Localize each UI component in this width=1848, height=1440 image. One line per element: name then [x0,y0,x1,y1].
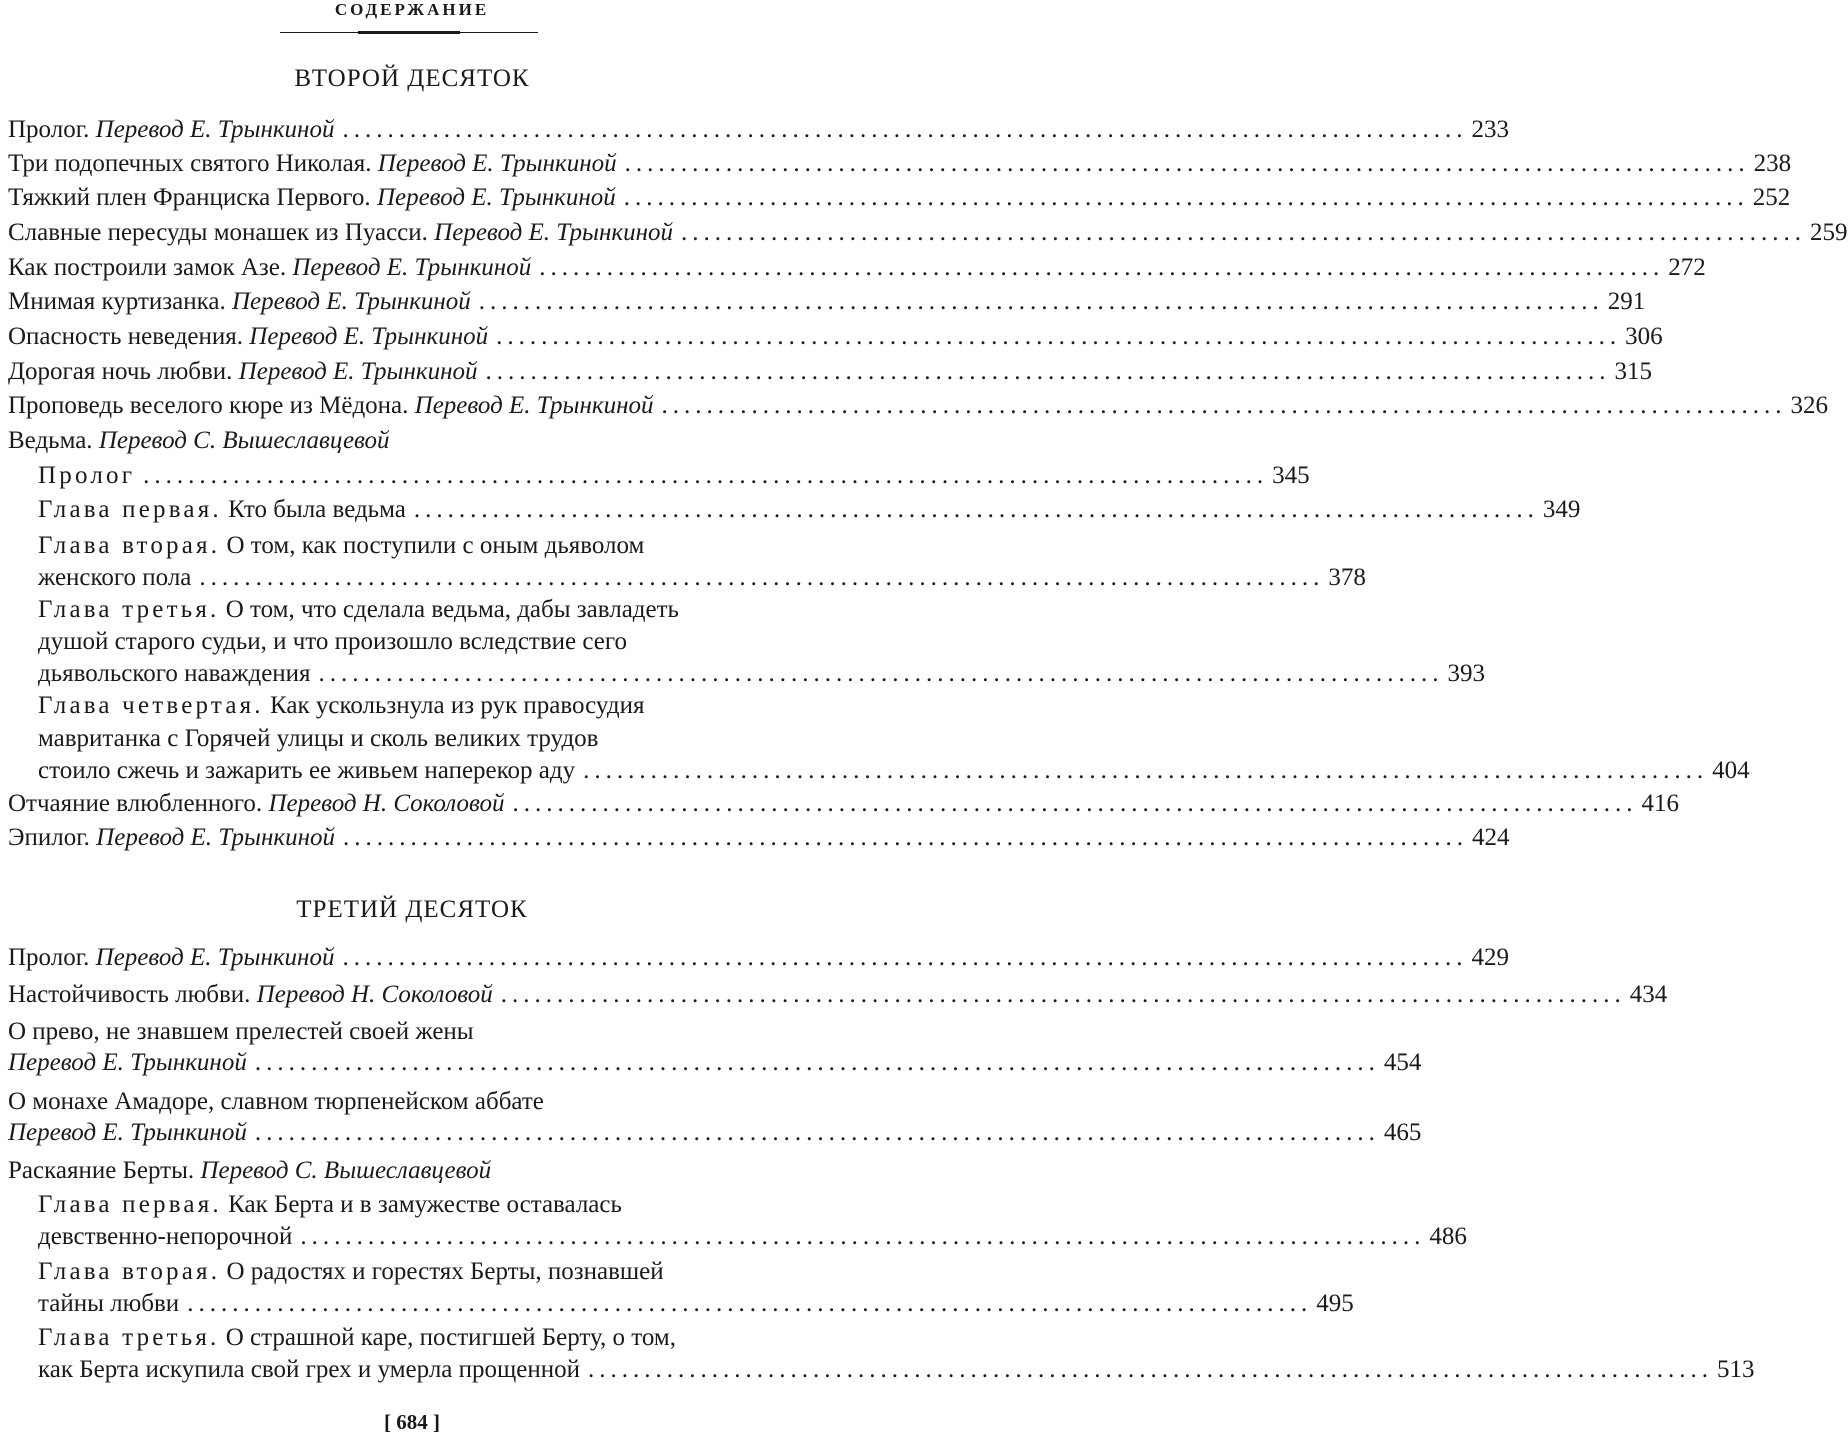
entry-translator: Перевод С. Вышеславцевой [98,427,390,454]
entry-title: Дорогая ночь любви. [8,358,233,385]
chapter-title-line: как Берта искупила свой грех и умерла прощенной [38,1356,581,1383]
running-head: СОДЕРЖАНИЕ [334,0,490,19]
chapter-title-line: О том, как поступили с оным дьяволом [226,532,645,559]
toc-entry-heading[interactable]: О прево, не знавшем прелестей своей жены [8,1018,474,1045]
chapter-title-line: душой старого судьи, и что произошло вследствие сего [38,628,628,655]
leader-dots: .................................................................................................... [500,981,1626,1008]
entry-page-number: 454 [1383,1049,1422,1076]
entry-page-number: 259 [1810,219,1848,246]
chapter-title-line: Как Берта и в замужестве оставалась [228,1191,622,1218]
leader-dots: .................................................................................................... [583,757,1709,784]
chapter-page-number: 378 [1328,564,1366,591]
chapter-heading: Глава вторая. [38,532,221,559]
leader-dots: .................................................................................................... [254,1049,1380,1076]
chapter-heading: Глава третья. [38,1324,220,1351]
leader-dots: .................................................................................................... [478,288,1604,315]
entry-title: Настойчивость любви. [8,981,251,1008]
toc-entry-continuation[interactable] [8,1117,1422,1149]
chapter-title-line: женского пола [38,564,192,591]
chapter-title-line: О радостях и горестях Берты, познавшей [226,1258,664,1285]
entry-title: Мнимая куртизанка. [8,288,226,315]
entry-page-number: 315 [1614,358,1652,385]
toc-entry[interactable] [8,286,1646,318]
chapter-heading: Пролог [38,462,136,489]
section-title-third-decade: ТРЕТИЙ ДЕСЯТОК [296,896,528,923]
toc-entry[interactable] [8,114,1509,146]
entry-translator: Перевод С. Вышеславцевой [200,1157,492,1184]
toc-entry-heading[interactable]: О монахе Амадоре, славном тюрпенейском аббате [8,1088,544,1115]
entry-page-number: 434 [1629,981,1668,1008]
entry-translator: Перевод Н. Соколовой [268,790,505,817]
toc-chapter-continuation[interactable] [38,1354,1755,1386]
entry-title: Опасность неведения. [8,323,244,350]
entry-translator: Перевод Е. Трынкиной [377,150,617,177]
entry-title: Отчаяние влюбленного. [8,790,263,817]
entry-page-number: 465 [1383,1119,1422,1146]
toc-entry-heading[interactable] [8,1155,491,1187]
toc-chapter[interactable] [38,530,644,562]
chapter-page-number: 495 [1316,1290,1354,1317]
chapter-title-line: Кто была ведьма [228,496,406,523]
chapter-title-line: О том, что сделала ведьма, дабы завладеть [225,596,679,623]
entry-page-number: 424 [1472,824,1510,851]
leader-dots: .................................................................................................... [661,392,1787,419]
toc-entry-heading[interactable] [8,425,390,457]
entry-page-number: 272 [1668,254,1706,281]
chapter-page-number: 345 [1272,462,1310,489]
head-rule-accent [358,31,460,34]
page-number: [ 684 ] [384,1410,440,1434]
chapter-title-line: дьявольского наваждения [38,660,311,687]
leader-dots: .................................................................................................... [413,496,1539,523]
leader-dots: .................................................................................................... [485,358,1611,385]
chapter-page-number: 404 [1712,757,1750,784]
entry-translator: Перевод Е. Трынкиной [238,358,478,385]
leader-dots: .................................................................................................... [342,116,1468,143]
entry-title: Раскаяние Берты. [8,1157,195,1184]
entry-translator: Перевод Е. Трынкиной [96,824,335,851]
leader-dots: .................................................................................................... [318,660,1444,687]
entry-translator: Перевод Е. Трынкиной [95,116,335,143]
leader-dots: .................................................................................................... [623,184,1749,211]
chapter-page-number: 513 [1717,1356,1755,1383]
leader-dots: .................................................................................................... [624,150,1750,177]
entry-page-number: 238 [1753,150,1792,177]
entry-translator: Перевод Е. Трынкиной [414,392,654,419]
entry-translator: Перевод Е. Трынкиной [8,1119,247,1146]
entry-title: Три подопечных святого Николая. [8,150,372,177]
entry-translator: Перевод Е. Трынкиной [231,288,471,315]
entry-translator: Перевод Е. Трынкиной [434,219,673,246]
toc-entry[interactable] [8,217,1848,249]
toc-entry[interactable] [8,979,1668,1011]
toc-chapter[interactable] [38,690,644,722]
leader-dots: .................................................................................................... [254,1119,1380,1146]
entry-page-number: 233 [1471,116,1509,143]
chapter-page-number: 393 [1447,660,1486,687]
entry-title: Тяжкий плен Франциска Первого. [8,184,371,211]
chapter-title-line: девственно-непорочной [38,1223,293,1250]
toc-entry[interactable] [8,822,1510,854]
chapter-title-line: стоило сжечь и зажарить ее живьем наперекор аду [38,757,576,784]
toc-chapter[interactable] [38,494,1581,526]
entry-page-number: 429 [1471,944,1509,971]
toc-entry[interactable] [8,252,1706,284]
leader-dots: .................................................................................................... [496,323,1622,350]
leader-dots: .................................................................................................... [143,462,1269,489]
toc-entry[interactable] [8,148,1792,180]
chapter-title-line: мавританка с Горячей улицы и сколь великих трудов [38,725,599,752]
leader-dots: .................................................................................................... [342,944,1468,971]
entry-title: Пролог. [8,116,90,143]
entry-translator: Перевод Е. Трынкиной [249,323,489,350]
entry-page-number: 416 [1641,790,1680,817]
toc-entry[interactable] [8,942,1509,974]
toc-chapter[interactable] [38,1322,676,1354]
toc-entry[interactable] [8,356,1652,388]
entry-translator: Перевод Е. Трынкиной [8,1049,247,1076]
leader-dots: .................................................................................................... [681,219,1806,246]
toc-entry[interactable] [8,182,1791,214]
toc-chapter[interactable] [38,460,1310,492]
leader-dots: .................................................................................................... [187,1290,1313,1317]
chapter-heading: Глава первая. [38,1191,222,1218]
chapter-heading: Глава первая. [38,496,222,523]
chapter-title-line: тайны любви [38,1290,180,1317]
chapter-title-line: О страшной каре, постигшей Берту, о том, [225,1324,676,1351]
chapter-heading: Глава третья. [38,596,220,623]
toc-chapter-continuation[interactable] [38,1221,1467,1253]
entry-page-number: 326 [1790,392,1828,419]
entry-title: Как построили замок Азе. [8,254,287,281]
chapter-heading: Глава вторая. [38,1258,221,1285]
entry-translator: Перевод Е. Трынкиной [292,254,532,281]
leader-dots: .................................................................................................... [343,824,1468,851]
entry-title: Эпилог. [8,824,90,851]
toc-entry[interactable] [8,321,1663,353]
leader-dots: .................................................................................................... [199,564,1325,591]
entry-page-number: 252 [1752,184,1791,211]
entry-translator: Перевод Н. Соколовой [256,981,493,1008]
leader-dots: .................................................................................................... [512,790,1638,817]
section-title-second-decade: ВТОРОЙ ДЕСЯТОК [294,65,530,92]
chapter-title-line: Как ускользнула из рук правосудия [270,692,645,719]
toc-entry-continuation[interactable] [8,1047,1422,1079]
toc-chapter-continuation[interactable] [38,658,1486,690]
toc-chapter-continuation[interactable] [38,755,1750,787]
leader-dots: .................................................................................................... [588,1356,1714,1383]
entry-title: Ведьма. [8,427,93,454]
leader-dots: .................................................................................................... [300,1223,1426,1250]
toc-entry[interactable] [8,390,1828,422]
entry-title: Пролог. [8,944,90,971]
toc-entry[interactable] [8,788,1680,820]
toc-chapter[interactable] [38,1256,664,1288]
entry-page-number: 306 [1625,323,1663,350]
chapter-page-number: 349 [1542,496,1581,523]
entry-translator: Перевод Е. Трынкиной [95,944,335,971]
toc-chapter[interactable] [38,594,679,626]
toc-chapter-continuation[interactable] [38,562,1366,594]
toc-chapter[interactable] [38,1189,622,1221]
entry-title: Славные пересуды монашек из Пуасси. [8,219,428,246]
chapter-page-number: 486 [1429,1223,1467,1250]
entry-translator: Перевод Е. Трынкиной [376,184,616,211]
entry-title: Проповедь веселого кюре из Мёдона. [8,392,409,419]
entry-page-number: 291 [1607,288,1646,315]
leader-dots: .................................................................................................... [539,254,1665,281]
chapter-heading: Глава четвертая. [38,692,264,719]
toc-chapter-continuation[interactable] [38,1288,1354,1320]
